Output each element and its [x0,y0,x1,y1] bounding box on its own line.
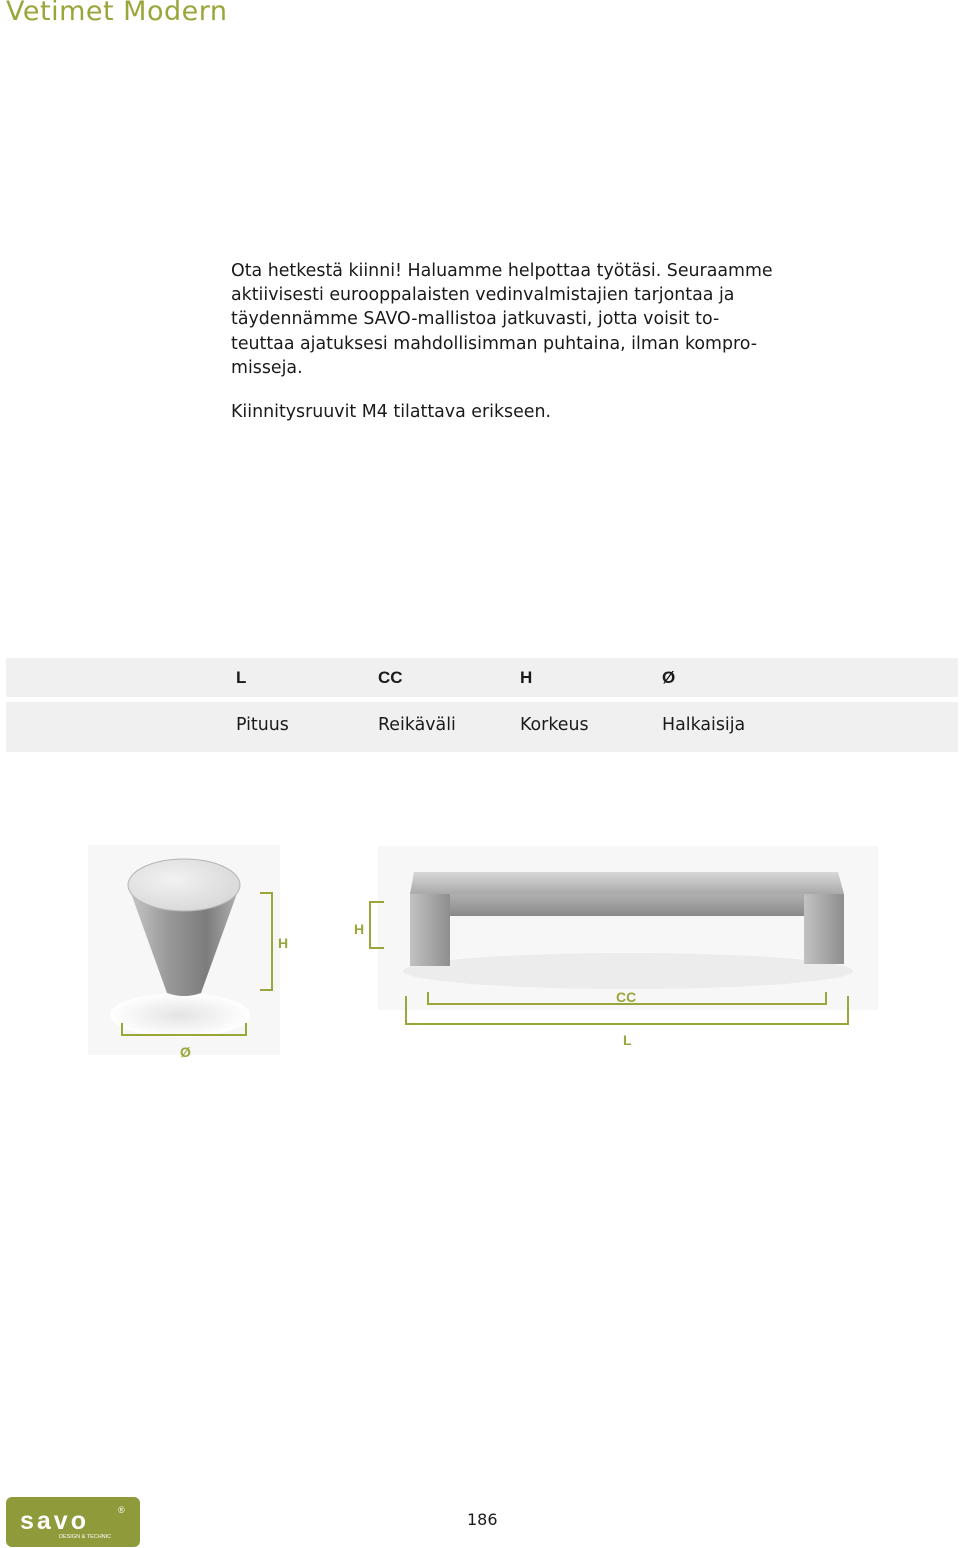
knob-drawing [88,845,289,1060]
handle-illustration [354,846,878,1048]
handle-right-leg [804,894,844,964]
dimension-code-diameter: Ø [662,668,676,687]
logo-tagline: DESIGN & TECHNIC [59,1534,112,1540]
intro-line: Ota hetkestä kiinni! Haluamme helpottaa työtäsi. Seuraamme [231,261,773,281]
knob-illustration [88,845,289,1060]
dimension-name-length: Pituus [236,715,289,735]
dimension-name-diameter: Halkaisija [662,715,746,735]
savo-logo [6,1497,140,1547]
handle-cc-label: CC [616,989,637,1005]
knob-top-face [128,859,240,911]
handle-height-label: H [354,921,365,937]
page-number: 186 [467,1510,498,1529]
handle-bar-front [410,894,844,916]
logo-registered-mark: ® [118,1505,125,1515]
intro-line: misseja. [231,357,303,378]
intro-line: teuttaa ajatuksesi mahdollisimman puhtaina, ilman kompro- [231,333,758,354]
dimension-name-height: Korkeus [520,715,589,735]
screw-note: Kiinnitysruuvit M4 tilattava erikseen. [231,402,552,422]
handle-bar-top [410,872,844,894]
handle-length-label: L [623,1032,632,1048]
intro-line: aktiivisesti eurooppalaisten vedinvalmistajien tarjontaa ja [231,285,735,306]
intro-paragraph [231,259,773,380]
handle-drawing [354,846,878,1048]
savo-logo-mark [6,1497,140,1547]
dimension-name-cc: Reikäväli [378,715,456,735]
dimension-codes-row [6,658,958,697]
handle-left-leg [410,894,450,966]
knob-shadow [110,993,250,1037]
intro-line: täydennämme SAVO-mallistoa jatkuvasti, jotta voisit to- [231,309,720,330]
dimension-code-height: H [520,668,533,687]
dimension-code-cc: CC [378,668,403,687]
dimension-code-length: L [236,668,247,687]
logo-wordmark: savo [20,1507,89,1535]
knob-height-label: H [278,935,289,951]
handle-shadow [403,953,853,989]
knob-diameter-label: Ø [180,1044,191,1060]
dimension-names-row [6,702,958,752]
page-title: Vetimet Modern [6,0,228,27]
